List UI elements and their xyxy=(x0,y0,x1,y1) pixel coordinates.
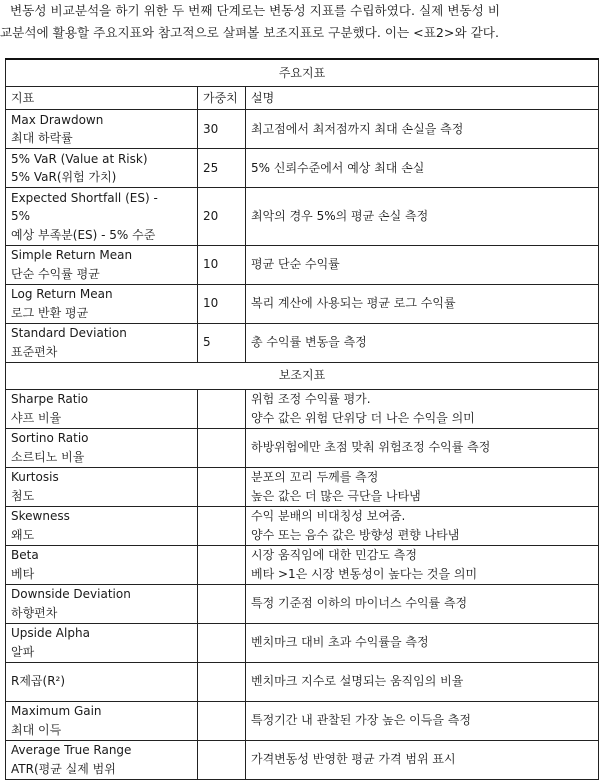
indicator-name-cell xyxy=(6,245,198,284)
indicator-name-line: Simple Return Mean xyxy=(11,248,133,262)
indicator-name-line: 왜도 xyxy=(11,527,35,542)
description-line: 평균 단순 수익률 xyxy=(251,257,340,272)
weight-cell xyxy=(198,584,246,623)
indicator-name-cell xyxy=(6,467,198,506)
indicator-name-cell xyxy=(6,428,198,467)
aux-section-title: 보조지표 xyxy=(6,362,599,389)
indicator-name-line: ATR(평균 실제 범위 xyxy=(11,761,116,776)
indicator-name-cell xyxy=(6,584,198,623)
weight-cell: 20 xyxy=(198,188,246,246)
indicator-name-cell xyxy=(6,389,198,428)
description-line: 특정기간 내 관찰된 가장 높은 이득을 측정 xyxy=(251,713,471,728)
main-section-title: 주요지표 xyxy=(6,59,599,87)
indicator-name-cell xyxy=(6,110,198,149)
indicator-name-cell xyxy=(6,662,198,701)
description-cell xyxy=(246,188,599,246)
table-row xyxy=(6,506,599,545)
indicator-name-line: 표준편차 xyxy=(11,344,58,359)
description-line: 하방위험에만 초점 맞춰 위험조정 수익률 측정 xyxy=(251,440,491,455)
weight-cell: 25 xyxy=(198,149,246,188)
description-line: 최악의 경우 5%의 평균 손실 측정 xyxy=(251,209,429,223)
description-line: 최고점에서 최저점까지 최대 손실을 측정 xyxy=(251,121,464,136)
indicator-name-line: 로그 반환 평균 xyxy=(11,305,89,320)
description-line: 시장 움직임에 대한 민감도 측정 xyxy=(251,548,417,562)
indicator-name-line: 하향편차 xyxy=(11,605,58,620)
table-row xyxy=(6,701,599,740)
description-cell xyxy=(246,284,599,323)
description-line: 특정 기준점 이하의 마이너스 수익률 측정 xyxy=(251,596,468,611)
indicator-name-line: 최대 하락률 xyxy=(11,131,73,145)
weight-cell xyxy=(198,701,246,740)
indicator-name-line: Beta xyxy=(11,548,39,562)
indicator-name-line: 소르티노 비율 xyxy=(11,449,85,464)
header-indicator: 지표 xyxy=(6,87,198,110)
indicator-name-line: 최대 이득 xyxy=(11,722,62,737)
description-line: 위험 조정 수익률 평가. xyxy=(251,392,371,406)
description-line: 베타 >1은 시장 변동성이 높다는 것을 의미 xyxy=(251,566,478,581)
aux-section-row xyxy=(6,362,599,389)
indicator-name-line: Average True Range xyxy=(11,743,132,757)
indicator-name-line: 첨도 xyxy=(11,488,35,503)
weight-cell xyxy=(198,506,246,545)
indicator-name-line: Downside Deviation xyxy=(11,587,131,601)
indicator-name-line: Sortino Ratio xyxy=(11,431,89,445)
indicator-name-line: Expected Shortfall (ES) - xyxy=(11,190,158,205)
weight-cell: 10 xyxy=(198,245,246,284)
description-cell xyxy=(246,506,599,545)
weight-cell xyxy=(198,623,246,662)
indicator-name-line: Max Drawdown xyxy=(11,112,104,127)
indicator-table xyxy=(5,58,599,780)
description-cell xyxy=(246,584,599,623)
table-row xyxy=(6,284,599,323)
table-row xyxy=(6,545,599,584)
weight-cell: 10 xyxy=(198,284,246,323)
weight-cell: 5 xyxy=(198,323,246,362)
description-line: 벤치마크 지수로 설명되는 움직임의 비율 xyxy=(251,674,464,689)
table-row xyxy=(6,584,599,623)
description-line: 총 수익률 변동을 측정 xyxy=(251,335,367,350)
indicator-name-line: 예상 부족분(ES) - 5% 수준 xyxy=(11,227,156,242)
indicator-name-line: 5% VaR(위험 가치) xyxy=(11,170,117,184)
description-cell xyxy=(246,545,599,584)
intro-paragraph xyxy=(0,0,600,44)
indicator-name-cell xyxy=(6,740,198,779)
indicator-name-cell xyxy=(6,623,198,662)
indicator-name-line: Skewness xyxy=(11,509,70,523)
description-line: 분포의 꼬리 두께를 측정 xyxy=(251,470,379,484)
description-cell xyxy=(246,428,599,467)
table-row xyxy=(6,149,599,188)
weight-cell xyxy=(198,545,246,584)
indicator-name-line: 5% VaR (Value at Risk) xyxy=(11,151,148,166)
description-line: 벤치마크 대비 초과 수익률을 측정 xyxy=(251,635,429,650)
table-row xyxy=(6,467,599,506)
indicator-name-line: Standard Deviation xyxy=(11,326,127,340)
weight-cell: 30 xyxy=(198,110,246,149)
description-cell xyxy=(246,662,599,701)
weight-cell xyxy=(198,740,246,779)
description-cell xyxy=(246,623,599,662)
indicator-name-line: 단순 수익률 평균 xyxy=(11,266,100,281)
header-weight: 가중치 xyxy=(198,87,246,110)
description-cell xyxy=(246,701,599,740)
table-row xyxy=(6,110,599,149)
indicator-name-cell xyxy=(6,284,198,323)
indicator-name-line: 샤프 비율 xyxy=(11,410,62,425)
indicator-name-line: Kurtosis xyxy=(11,470,59,484)
indicator-name-cell xyxy=(6,323,198,362)
indicator-name-cell xyxy=(6,506,198,545)
table-row xyxy=(6,662,599,701)
weight-cell xyxy=(198,662,246,701)
description-line: 양수 또는 음수 값은 방향성 편향 나타냄 xyxy=(251,527,460,542)
description-cell xyxy=(246,323,599,362)
indicator-name-cell xyxy=(6,149,198,188)
table-row xyxy=(6,623,599,662)
weight-cell xyxy=(198,467,246,506)
indicator-name-line: Sharpe Ratio xyxy=(11,392,89,406)
indicator-name-cell xyxy=(6,188,198,246)
indicator-name-line: Log Return Mean xyxy=(11,287,113,301)
table-row xyxy=(6,389,599,428)
description-line: 높은 값은 더 많은 극단을 나타냄 xyxy=(251,488,421,503)
indicator-name-line: 5% xyxy=(11,209,31,223)
indicator-name-line: 알파 xyxy=(11,644,35,659)
table-row xyxy=(6,245,599,284)
description-cell xyxy=(246,245,599,284)
indicator-name-line: 베타 xyxy=(11,566,35,581)
header-description: 설명 xyxy=(246,87,599,110)
description-line: 가격변동성 반영한 평균 가격 범위 표시 xyxy=(251,752,456,767)
description-cell xyxy=(246,149,599,188)
table-row xyxy=(6,323,599,362)
indicator-name-line: Maximum Gain xyxy=(11,704,102,718)
indicator-name-line: Upside Alpha xyxy=(11,626,90,640)
indicator-name-cell xyxy=(6,545,198,584)
description-cell xyxy=(246,389,599,428)
intro-line-1: 변동성 비교분석을 하기 위한 두 번째 단계로는 변동성 지표를 수립하였다. 실제 변동성 비 xyxy=(10,3,501,18)
description-line: 복리 계산에 사용되는 평균 로그 수익률 xyxy=(251,296,456,311)
indicator-name-line: R제곱(R²) xyxy=(11,674,66,689)
description-cell xyxy=(246,740,599,779)
table-row xyxy=(6,428,599,467)
description-cell xyxy=(246,110,599,149)
description-line: 양수 값은 위험 단위당 더 나은 수익을 의미 xyxy=(251,410,475,425)
weight-cell xyxy=(198,389,246,428)
intro-line-2: 교분석에 활용할 주요지표와 참고적으로 살펴볼 보조지표로 구분했다. 이는 <표2>와 같다. xyxy=(0,25,499,40)
description-cell xyxy=(246,467,599,506)
table-row xyxy=(6,740,599,779)
description-line: 수익 분배의 비대칭성 보여줌. xyxy=(251,509,406,523)
table-row xyxy=(6,188,599,246)
weight-cell xyxy=(198,428,246,467)
description-line: 5% 신뢰수준에서 예상 최대 손실 xyxy=(251,160,425,175)
indicator-name-cell xyxy=(6,701,198,740)
